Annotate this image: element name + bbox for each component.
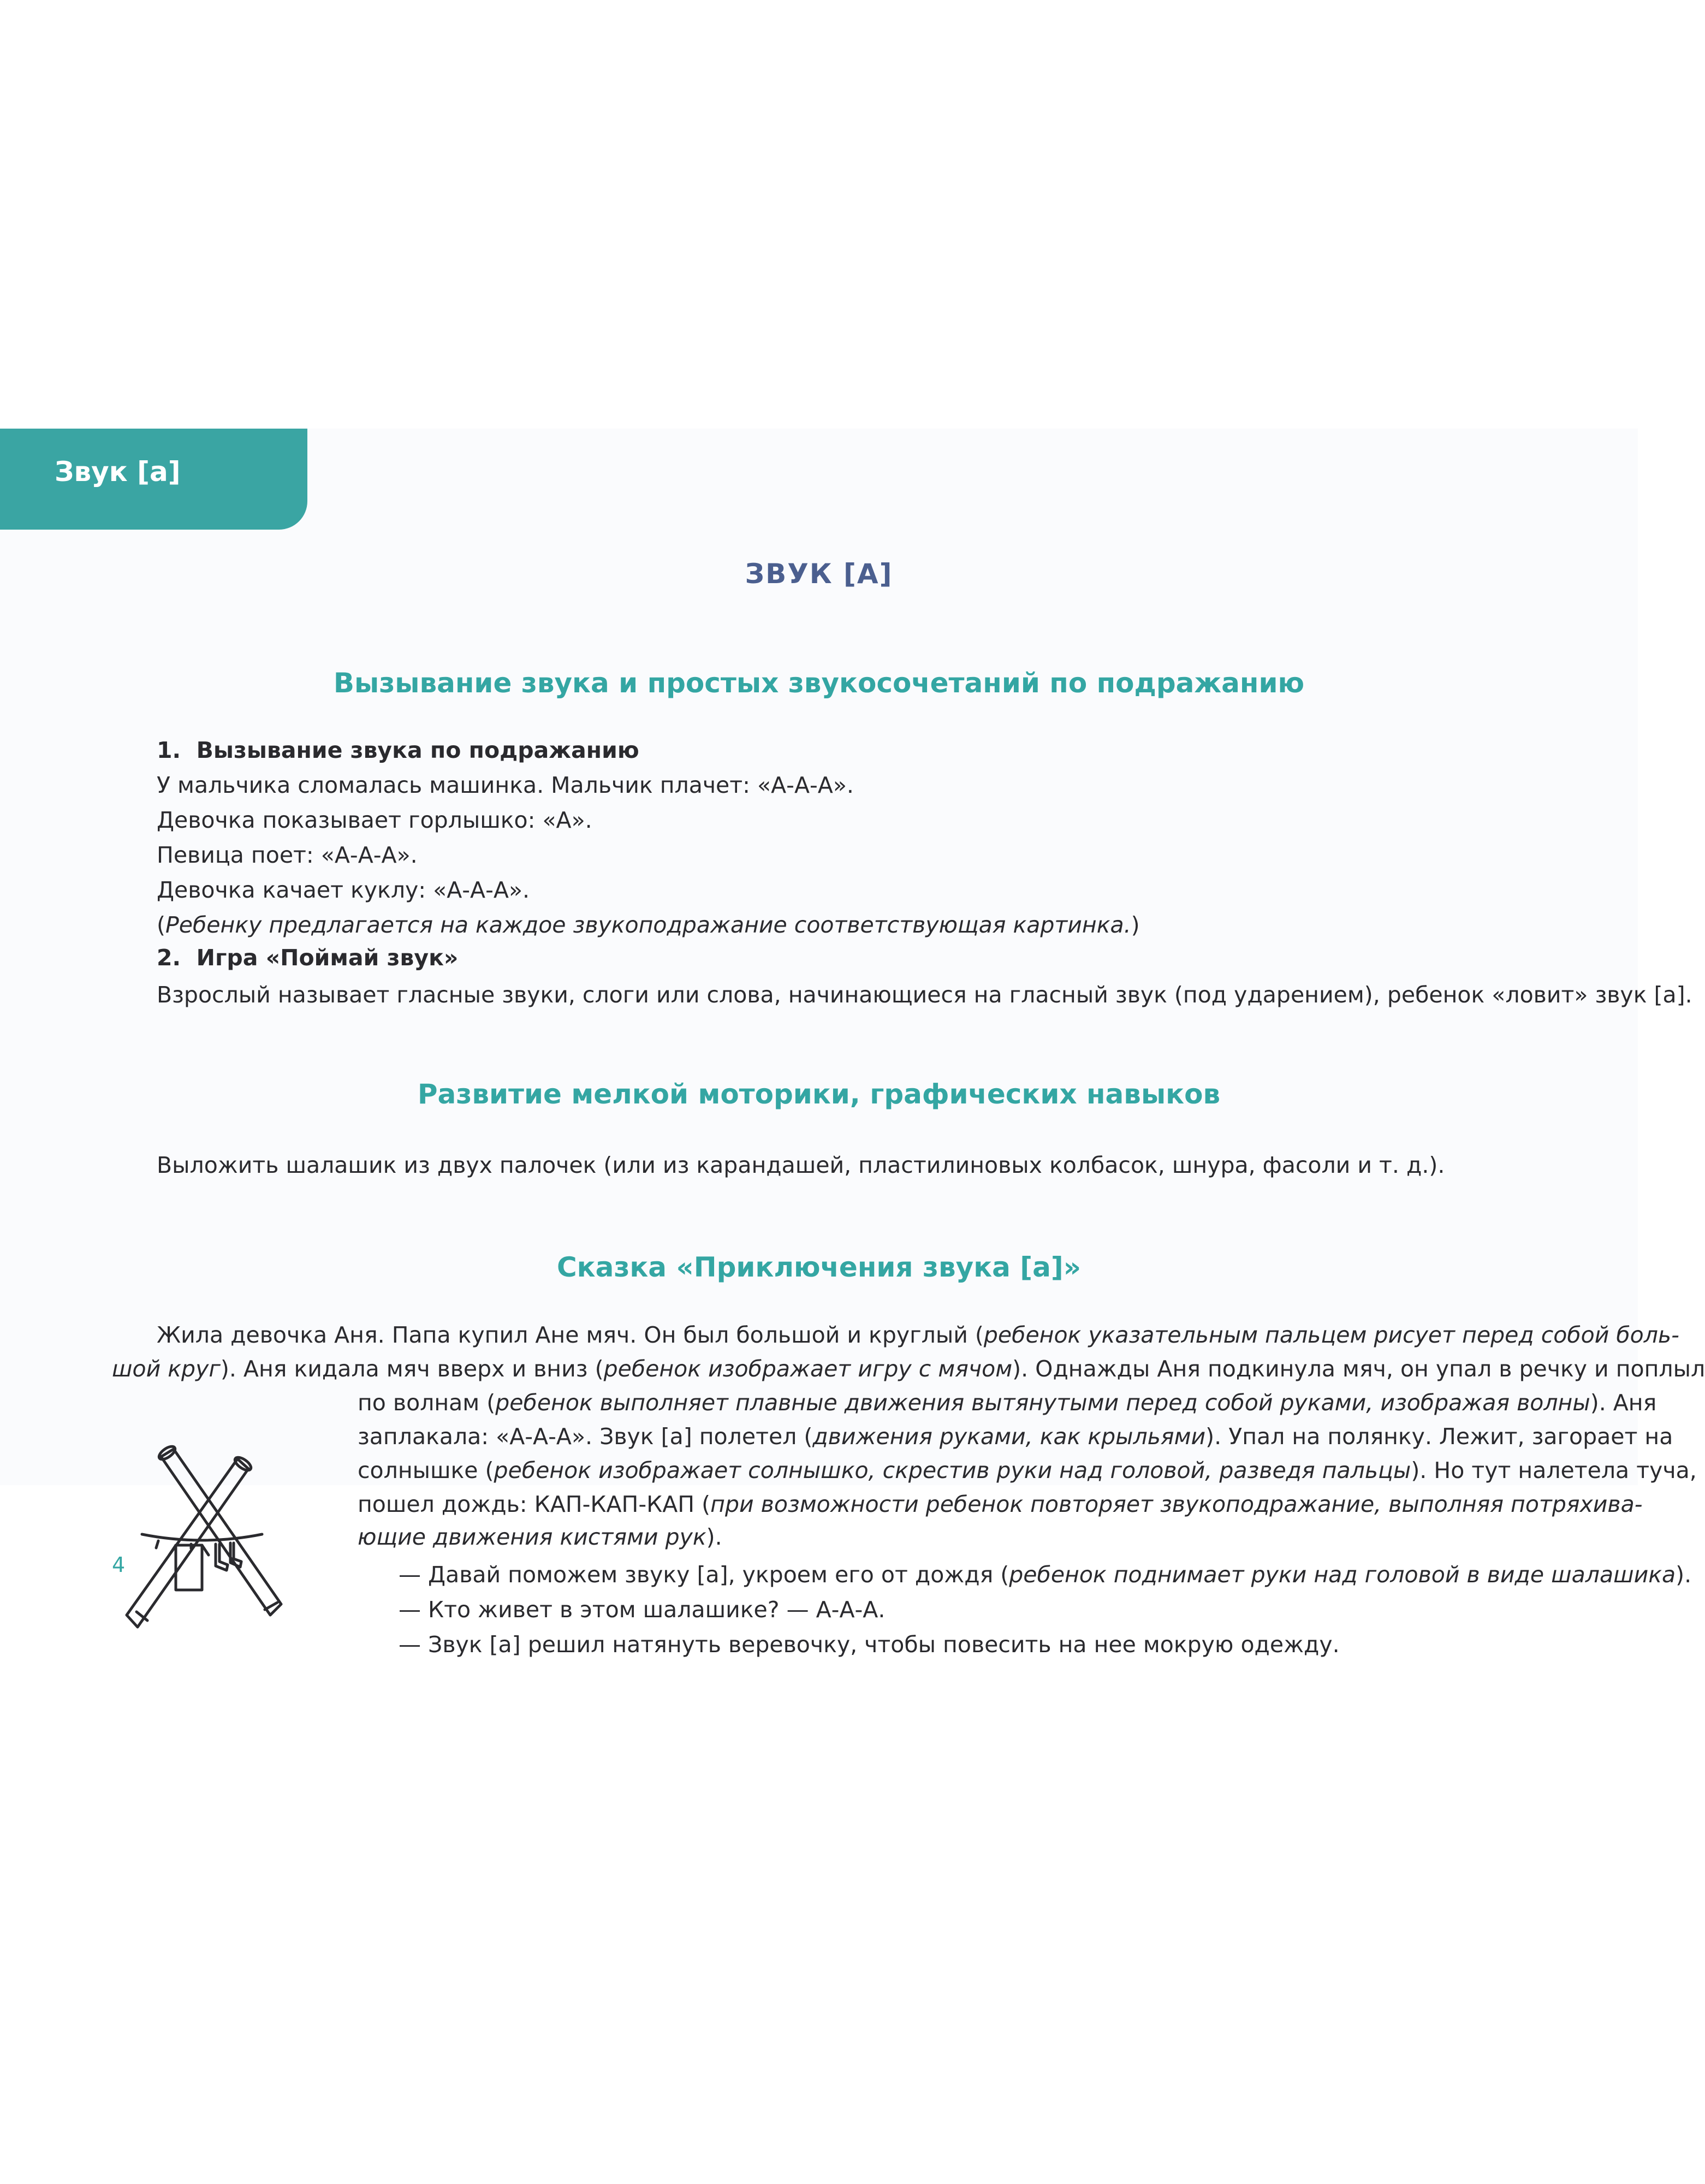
item-1-line-2: Девочка показывает горлышко: «А». <box>157 807 592 833</box>
story-text: по волнам ( <box>358 1390 496 1416</box>
story-action: при возможности ребенок повторяет звукоподражание, выполняя потряхива- <box>710 1491 1643 1517</box>
story-text: солнышке ( <box>358 1457 494 1483</box>
dialogue-action: ребенок поднимает руки над головой в виде шалашика <box>1009 1562 1676 1588</box>
story-action: движения руками, как крыльями <box>812 1423 1206 1450</box>
story-text: ). Упал на полянку. Лежит, загорает на <box>1205 1423 1673 1450</box>
story-action: ребенок изображает солнышко, скрестив руки над головой, разведя пальцы <box>494 1457 1411 1483</box>
story-text: ). Однажды Аня подкинула мяч, он упал в речку и поплыл <box>1012 1356 1705 1382</box>
section-heading-3: Сказка «Приключения звука [а]» <box>556 1251 1082 1283</box>
item-1-line-1: У мальчика сломалась машинка. Мальчик плачет: «А-А-А». <box>157 772 854 798</box>
item-2-title: Игра «Поймай звук» <box>196 945 459 971</box>
story-text: пошел дождь: КАП-КАП-КАП ( <box>358 1491 711 1517</box>
item-2-text: Взрослый называет гласные звуки, слоги или слова, начинающиеся на гласный звук (под ударением), ребенок «ловит» звук [а]. <box>157 982 1692 1008</box>
story-line-5 <box>358 1454 1697 1487</box>
item-1-note: (Ребенку предлагается на каждое звукоподражание соответствующая картинка.) <box>157 912 1140 938</box>
section-2-text: Выложить шалашик из двух палочек (или из карандашей, пластилиновых колбасок, шнура, фасоли и т. д.). <box>157 1152 1445 1178</box>
dialogue-text: ). <box>1676 1562 1692 1588</box>
item-1-title: Вызывание звука по подражанию <box>196 737 639 763</box>
page-number: 4 <box>112 1553 126 1577</box>
dialogue-text: — Давай поможем звуку [а], укроем его от дождя ( <box>399 1562 1009 1588</box>
chapter-tab-label: Звук [а] <box>55 456 181 488</box>
story-text: ). Аня кидала мяч вверх и вниз ( <box>220 1356 604 1382</box>
story-text: заплакала: «А-А-А». Звук [а] полетел ( <box>358 1423 813 1450</box>
item-1-line-3: Певица поет: «А-А-А». <box>157 842 418 868</box>
story-line-1 <box>157 1319 1679 1351</box>
item-2-heading <box>157 942 458 973</box>
section-heading-2: Развитие мелкой моторики, графических навыков <box>417 1078 1221 1110</box>
story-text: Жила девочка Аня. Папа купил Ане мяч. Он был большой и круглый ( <box>157 1322 984 1348</box>
story-action: ребенок изображает игру с мячом <box>603 1356 1013 1382</box>
story-action: ребенок указательным пальцем рисует перед собой боль- <box>983 1322 1679 1348</box>
story-text: ). <box>706 1524 722 1550</box>
story-action: шой круг <box>112 1356 221 1382</box>
item-2-number: 2. <box>157 945 181 971</box>
dialogue-line-2: — Кто живет в этом шалашике? — А-А-А. <box>399 1597 886 1623</box>
story-text: ). Но тут налетела туча, <box>1411 1457 1697 1483</box>
story-line-2 <box>112 1352 1705 1385</box>
story-action: ребенок выполняет плавные движения вытянутыми перед собой руками, изображая волны <box>495 1390 1590 1416</box>
tent-with-clothesline-icon <box>104 1447 333 1643</box>
story-line-6 <box>358 1488 1643 1521</box>
item-1-number: 1. <box>157 737 181 763</box>
item-1-note-text: Ребенку предлагается на каждое звукоподражание соответствующая картинка. <box>165 912 1131 938</box>
story-action: ющие движения кистями рук <box>358 1524 706 1550</box>
item-1-line-4: Девочка качает куклу: «А-А-А». <box>157 877 530 903</box>
story-line-3 <box>358 1386 1657 1419</box>
story-text: ). Аня <box>1590 1390 1657 1416</box>
page-title: ЗВУК [А] <box>745 558 893 590</box>
dialogue-line-1 <box>399 1559 1691 1590</box>
story-line-7 <box>358 1522 722 1552</box>
section-heading-1: Вызывание звука и простых звукосочетаний по подражанию <box>333 667 1305 699</box>
dialogue-line-3: — Звук [а] решил натянуть веревочку, чтобы повесить на нее мокрую одежду. <box>399 1631 1340 1658</box>
item-1-heading <box>157 735 639 765</box>
story-line-4 <box>358 1420 1673 1453</box>
